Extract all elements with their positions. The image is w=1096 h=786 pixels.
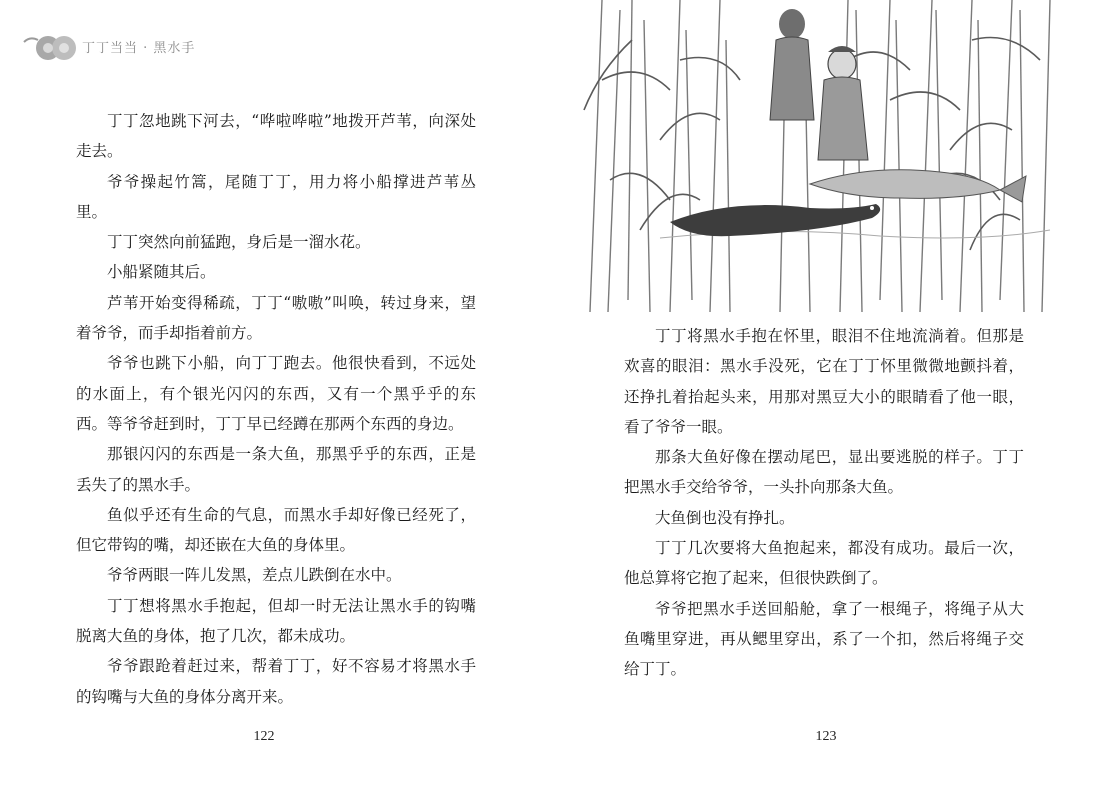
paragraph: 爷爷把黑水手送回船舱，拿了一根绳子，将绳子从大鱼嘴里穿进，再从鳃里穿出，系了一个扣，然后将绳子交给丁丁。 — [624, 599, 1024, 679]
paragraph: 丁丁突然向前猛跑，身后是一溜水花。 — [107, 233, 371, 252]
series-title: 丁丁当当 · 黑水手 — [82, 41, 196, 56]
paragraph: 芦苇开始变得稀疏，丁丁“嗷嗷”叫唤，转过身来，望着爷爷，而手却指着前方。 — [76, 293, 476, 343]
reed-marsh-cormorant-illustration — [580, 0, 1056, 312]
right-page — [548, 0, 1096, 786]
paragraph: 鱼似乎还有生命的气息，而黑水手却好像已经死了，但它带钩的嘴，却还嵌在大鱼的身体里。 — [76, 505, 476, 555]
paragraph: 那条大鱼好像在摆动尾巴，显出要逃脱的样子。丁丁把黑水手交给爷爷，一头扑向那条大鱼。 — [624, 448, 1024, 497]
paragraph: 爷爷也跳下小船，向丁丁跑去。他很快看到，不远处的水面上，有个银光闪闪的东西，又有一个黑乎乎的东西。等爷爷赶到时，丁丁早已经蹲在那两个东西的身边。 — [76, 354, 476, 433]
paragraph: 爷爷两眼一阵儿发黑，差点儿跌倒在水中。 — [107, 566, 402, 585]
two-circles-logo-icon — [22, 28, 78, 64]
paragraph: 丁丁想将黑水手抱起，但却一时无法让黑水手的钩嘴脱离大鱼的身体，抱了几次，都未成功。 — [76, 596, 476, 646]
paragraph: 丁丁几次要将大鱼抱起来，都没有成功。最后一次，他总算将它抱了起来，但很快跌倒了。 — [624, 539, 1024, 588]
right-page-body — [624, 321, 1024, 685]
paragraph: 小船紧随其后。 — [107, 263, 216, 282]
boy-figure — [818, 46, 868, 160]
paragraph: 丁丁忽地跳下河去，“哗啦哗啦”地拨开芦苇，向深处走去。 — [76, 112, 476, 161]
page-number: 122 — [253, 729, 275, 744]
paragraph: 爷爷操起竹篙，尾随丁丁，用力将小船撑进芦苇丛里。 — [76, 172, 476, 221]
left-page-body — [76, 106, 476, 712]
grandpa-figure — [770, 9, 814, 120]
paragraph: 爷爷跟跄着赶过来，帮着丁丁，好不容易才将黑水手的钩嘴与大鱼的身体分离开来。 — [76, 657, 476, 706]
paragraph: 大鱼倒也没有挣扎。 — [655, 508, 795, 527]
paragraph: 丁丁将黑水手抱在怀里，眼泪不住地流淌着。但那是欢喜的眼泪：黑水手没死，它在丁丁怀里微微地颤抖着，还挣扎着抬起头来，用那对黑豆大小的眼睛看了他一眼，看了爷爷一眼。 — [624, 327, 1024, 436]
cormorant-figure — [670, 204, 880, 236]
page-number: 123 — [815, 729, 837, 744]
paragraph: 那银闪闪的东西是一条大鱼，那黑乎乎的东西，正是丢失了的黑水手。 — [76, 445, 476, 494]
series-header — [22, 28, 222, 64]
